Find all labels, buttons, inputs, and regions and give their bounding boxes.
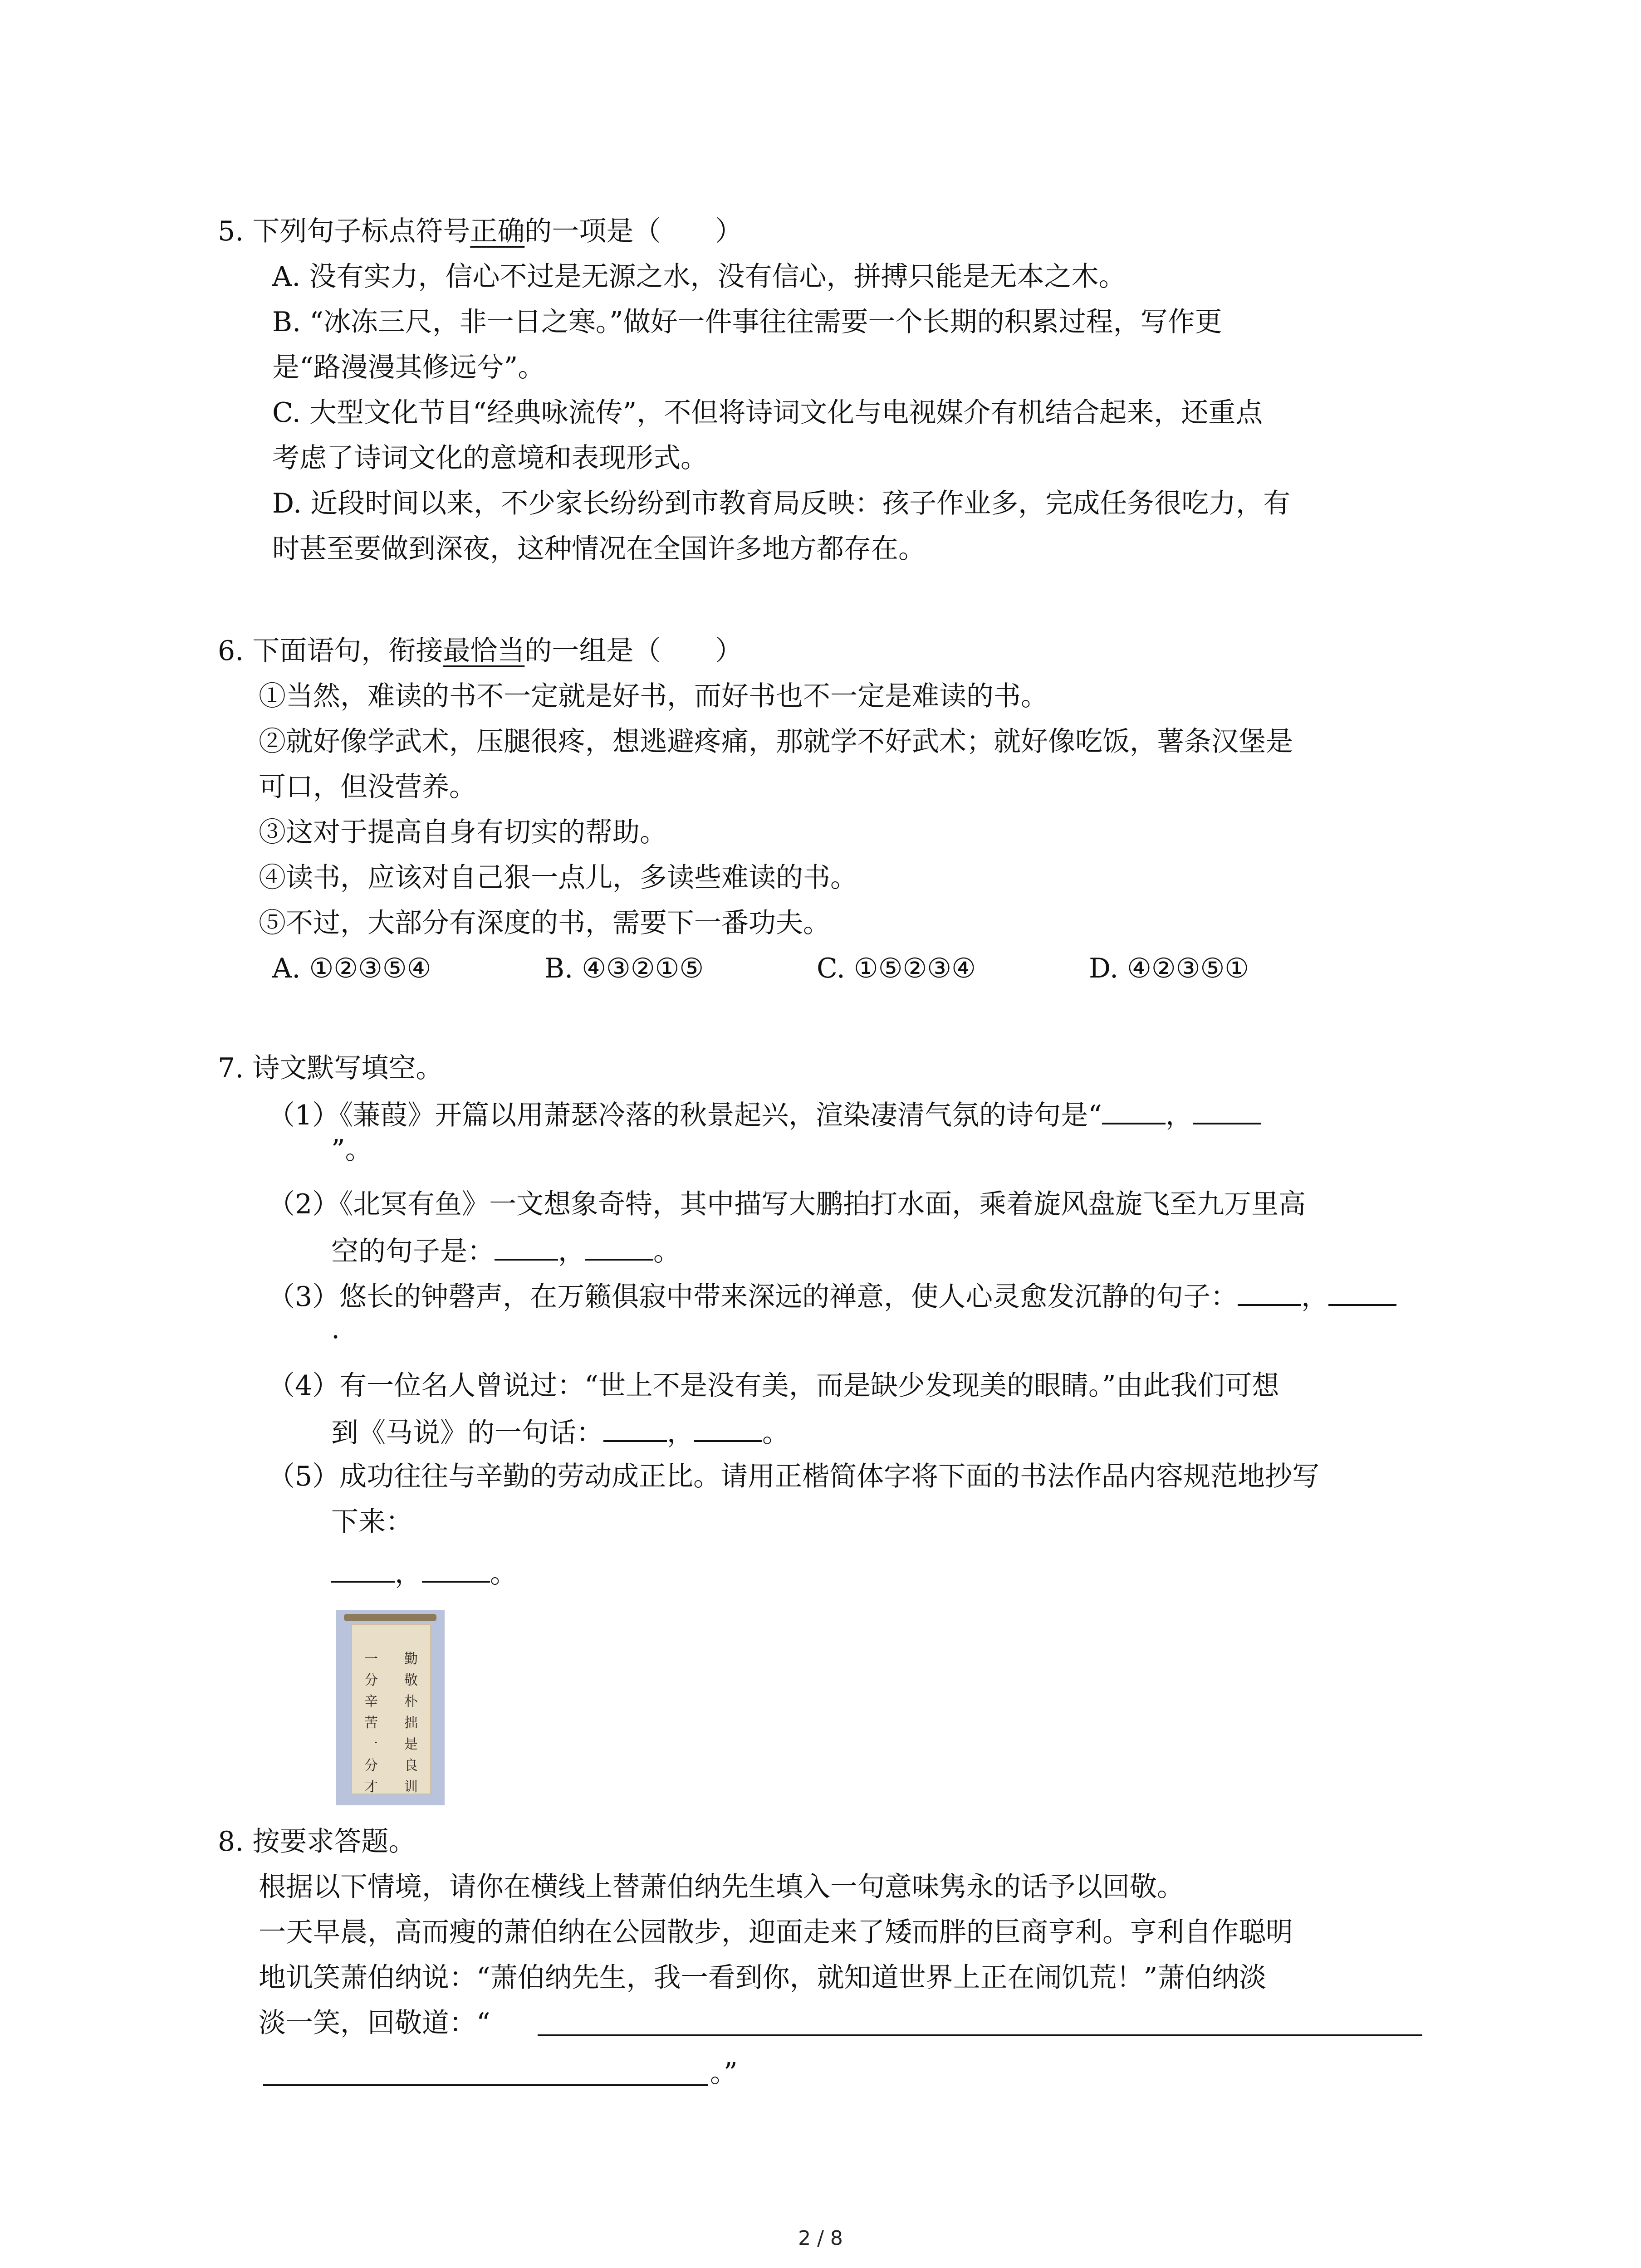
answer-blank[interactable] xyxy=(1328,1277,1396,1306)
calligraphy-char: 是 xyxy=(404,1736,418,1752)
comma: ， xyxy=(667,1417,694,1449)
answer-blank[interactable] xyxy=(1102,1095,1166,1124)
calligraphy-char: 训 xyxy=(404,1779,418,1795)
comma: ， xyxy=(1165,1100,1193,1131)
period: 。 xyxy=(762,1417,789,1449)
q6-title-text-end: 的一组是（ ） xyxy=(524,635,743,667)
q8-answer-line-2[interactable] xyxy=(263,2084,708,2086)
q5-option-d-line1: D. 近段时间以来，不少家长纷纷到市教育局反映：孩子作业多，完成任务很吃力，有 xyxy=(272,488,1291,519)
q6-sentence-2-line2: 可口，但没营养。 xyxy=(259,771,476,803)
q6-option-a: A. ①②③⑤④ xyxy=(272,953,431,984)
q6-option-d: D. ④②③⑤① xyxy=(1089,953,1249,984)
q6-sentence-3: ③这对于提高自身有切实的帮助。 xyxy=(259,816,667,848)
q8-answer-line-1[interactable] xyxy=(538,2034,1422,2036)
q6-sentence-4: ④读书，应该对自己狠一点儿，多读些难读的书。 xyxy=(259,862,857,894)
q5-option-b-line1: B. “冰冻三尺，非一日之寒。”做好一件事往往需要一个长期的积累过程，写作更 xyxy=(272,306,1222,338)
scroll-paper xyxy=(351,1624,431,1794)
q8-title: 8. 按要求答题。 xyxy=(218,1826,416,1857)
q5-title xyxy=(218,213,742,249)
calligraphy-char: 苦 xyxy=(364,1715,378,1731)
q5-option-c-line1: C. 大型文化节目“经典咏流传”，不但将诗词文化与电视媒介有机结合起来，还重点 xyxy=(272,397,1263,429)
q7-item-1-text: （1）《蒹葭》开篇以用萧瑟冷落的秋景起兴，渲染凄清气氛的诗句是“ xyxy=(268,1100,1102,1131)
q5-option-b-line2: 是“路漫漫其修远兮”。 xyxy=(272,352,545,383)
q7-title: 7. 诗文默写填空。 xyxy=(218,1052,443,1084)
q8-paragraph-line4: 淡一笑，回敬道：“ xyxy=(259,2007,490,2039)
q5-title-text-end: 的一项是（ ） xyxy=(524,215,743,247)
q5-option-c-line2: 考虑了诗词文化的意境和表现形式。 xyxy=(272,442,708,474)
answer-blank[interactable] xyxy=(422,1554,490,1583)
scroll-rod xyxy=(344,1614,436,1621)
q8-closing-quote: 。” xyxy=(710,2057,738,2089)
calligraphy-scroll-image xyxy=(336,1610,445,1805)
q7-item-1-line2: ”。 xyxy=(331,1134,372,1166)
q6-option-b: B. ④③②①⑤ xyxy=(544,953,704,984)
calligraphy-column-left xyxy=(362,1648,380,1798)
calligraphy-column-right xyxy=(402,1648,420,1798)
calligraphy-char: 拙 xyxy=(404,1715,418,1731)
answer-blank[interactable] xyxy=(585,1232,653,1261)
period: 。 xyxy=(653,1236,681,1267)
q6-sentence-2-line1: ②就好像学武术，压腿很疼，想逃避疼痛，那就学不好武术；就好像吃饭，薯条汉堡是 xyxy=(259,726,1293,758)
answer-blank[interactable] xyxy=(1238,1277,1301,1306)
q7-item-5-answer-line xyxy=(331,1554,517,1592)
calligraphy-char: 朴 xyxy=(404,1694,418,1710)
calligraphy-char: 一 xyxy=(364,1736,378,1752)
q8-paragraph-line1: 根据以下情境，请你在横线上替萧伯纳先生填入一句意味隽永的话予以回敬。 xyxy=(259,1871,1184,1903)
calligraphy-char: 分 xyxy=(364,1672,378,1688)
page-number: 2 / 8 xyxy=(798,2227,843,2250)
q6-sentence-1: ①当然，难读的书不一定就是好书，而好书也不一定是难读的书。 xyxy=(259,680,1048,712)
q7-item-2-line1: （2）《北冥有鱼》一文想象奇特，其中描写大鹏拍打水面，乘着旋风盘旋飞至九万里高 xyxy=(268,1188,1306,1220)
q5-option-d-line2: 时甚至要做到深夜，这种情况在全国许多地方都存在。 xyxy=(272,533,926,565)
q5-title-emphasis: 正确 xyxy=(470,215,525,247)
calligraphy-char: 敬 xyxy=(404,1672,418,1688)
q6-title-text: 6. 下面语句，衔接 xyxy=(218,635,443,667)
q7-item-4-text: 到《马说》的一句话： xyxy=(331,1417,603,1449)
q5-title-text: 5. 下列句子标点符号 xyxy=(218,215,470,247)
calligraphy-char: 辛 xyxy=(364,1694,378,1710)
comma: ， xyxy=(558,1236,585,1267)
q7-item-3-line2: . xyxy=(331,1313,340,1345)
q6-title-emphasis: 最恰当 xyxy=(443,635,525,667)
q7-item-2-text: 空的句子是： xyxy=(331,1236,495,1267)
calligraphy-char: 分 xyxy=(364,1758,378,1774)
q7-item-5-line1: （5）成功往往与辛勤的劳动成正比。请用正楷简体字将下面的书法作品内容规范地抄写 xyxy=(268,1461,1320,1492)
q8-paragraph-line2: 一天早晨，高而瘦的萧伯纳在公园散步，迎面走来了矮而胖的巨商亨利。亨利自作聪明 xyxy=(259,1916,1293,1948)
q7-item-4-line1: （4）有一位名人曾说过：“世上不是没有美，而是缺少发现美的眼睛。”由此我们可想 xyxy=(268,1370,1279,1402)
q6-sentence-5: ⑤不过，大部分有深度的书，需要下一番功夫。 xyxy=(259,907,830,939)
q6-title xyxy=(218,633,742,669)
q6-option-c: C. ①⑤②③④ xyxy=(817,953,976,984)
answer-blank[interactable] xyxy=(1193,1095,1261,1124)
calligraphy-char: 勤 xyxy=(404,1651,418,1667)
q7-item-5-line2: 下来： xyxy=(331,1506,413,1538)
comma: ， xyxy=(1301,1281,1329,1313)
period: 。 xyxy=(490,1558,517,1589)
calligraphy-char: 才 xyxy=(364,1779,378,1795)
q7-item-2-line2 xyxy=(331,1232,681,1270)
q7-item-3-text: （3）悠长的钟磬声，在万籁俱寂中带来深远的禅意，使人心灵愈发沉静的句子： xyxy=(268,1281,1238,1313)
q7-item-4-line2 xyxy=(331,1413,789,1451)
comma: ， xyxy=(395,1558,422,1589)
answer-blank[interactable] xyxy=(603,1413,667,1442)
answer-blank[interactable] xyxy=(331,1554,395,1583)
calligraphy-char: 良 xyxy=(404,1758,418,1774)
q7-item-3-line1 xyxy=(268,1277,1396,1315)
q8-paragraph-line3: 地讥笑萧伯纳说：“萧伯纳先生，我一看到你，就知道世界上正在闹饥荒！”萧伯纳淡 xyxy=(259,1962,1267,1994)
q7-item-1-line1 xyxy=(268,1095,1261,1134)
answer-blank[interactable] xyxy=(694,1413,762,1442)
calligraphy-char: 一 xyxy=(364,1651,378,1667)
q5-option-a: A. 没有实力，信心不过是无源之水，没有信心，拼搏只能是无本之木。 xyxy=(272,261,1126,293)
answer-blank[interactable] xyxy=(495,1232,558,1261)
